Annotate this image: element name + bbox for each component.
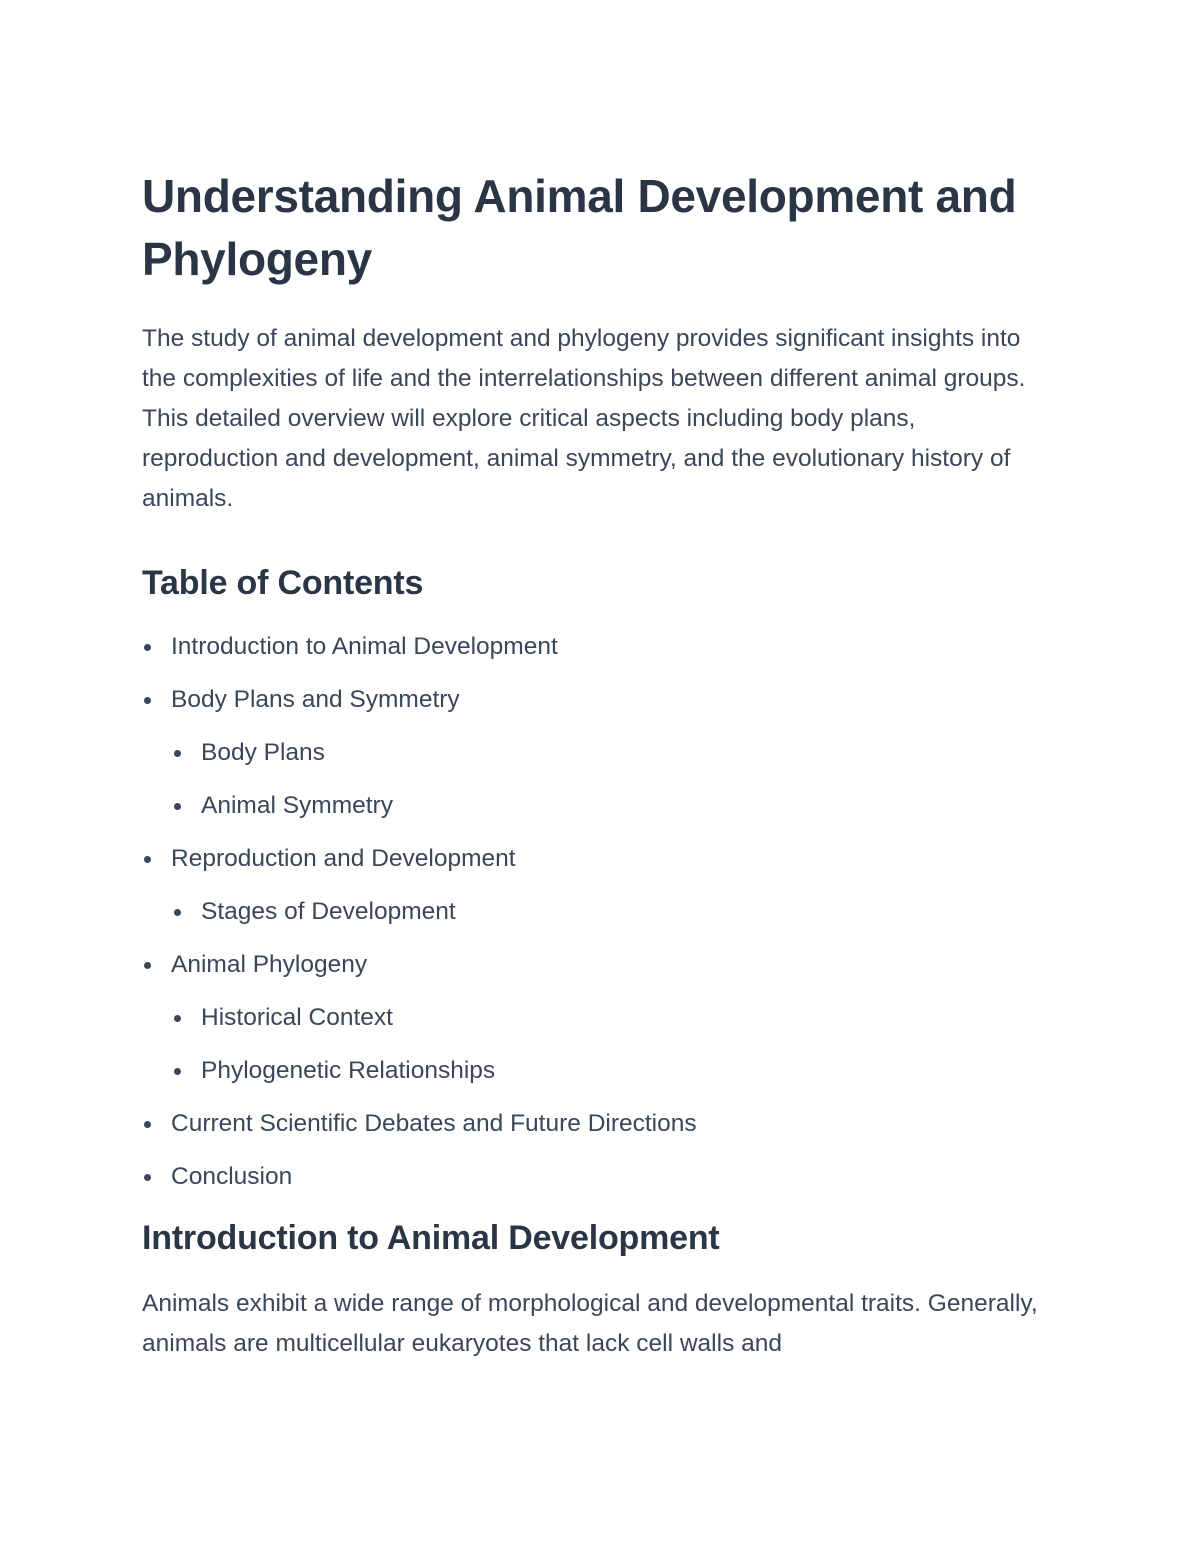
toc-item-animal-phylogeny[interactable]: Animal Phylogeny	[142, 951, 1050, 979]
toc-item-phylogenetic-relationships[interactable]: Phylogenetic Relationships	[142, 1057, 1050, 1085]
toc-item-current-debates[interactable]: Current Scientific Debates and Future Directions	[142, 1110, 1050, 1138]
section-heading: Introduction to Animal Development	[142, 1219, 720, 1257]
toc-item-animal-symmetry[interactable]: Animal Symmetry	[142, 792, 1050, 820]
toc-item-reproduction-and-development[interactable]: Reproduction and Development	[142, 845, 1050, 873]
section-paragraph: Animals exhibit a wide range of morphological and developmental traits. Generally, animals are multicellular eukaryotes that lack cell walls and	[142, 1290, 1038, 1357]
toc-item-body-plans-and-symmetry[interactable]: Body Plans and Symmetry	[142, 686, 1050, 714]
table-of-contents	[142, 633, 1050, 1191]
toc-item-stages-of-development[interactable]: Stages of Development	[142, 898, 1050, 926]
intro-paragraph: The study of animal development and phylogeny provides significant insights into the complexities of life and the interrelationships between different animal groups. This detailed overview will explore critical aspects including body plans, reproduction and development, animal symmetry, and the evolutionary history of animals.	[142, 325, 1026, 512]
toc-heading: Table of Contents	[142, 564, 424, 602]
toc-item-introduction[interactable]: Introduction to Animal Development	[142, 633, 1050, 661]
toc-item-historical-context[interactable]: Historical Context	[142, 1004, 1050, 1032]
toc-item-body-plans[interactable]: Body Plans	[142, 739, 1050, 767]
toc-item-conclusion[interactable]: Conclusion	[142, 1163, 1050, 1191]
page-title: Understanding Animal Development and Phylogeny	[142, 170, 1017, 285]
